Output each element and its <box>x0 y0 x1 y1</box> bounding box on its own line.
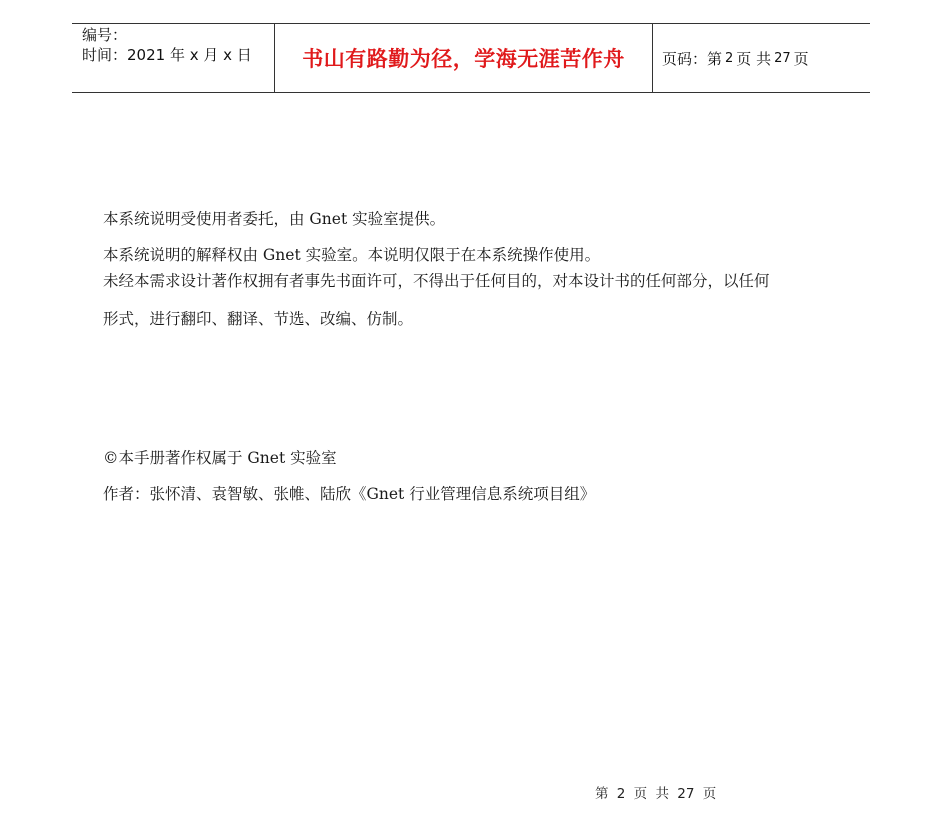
page-code-prefix: 页码：第 <box>662 49 723 68</box>
body-line-license: 未经本需求设计著作权拥有者事先书面许可，不得出于任何目的，对本设计书的任何部分，以任何 <box>103 272 770 290</box>
header-motto: 书山有路勤为径，学海无涯苦作舟 <box>302 47 625 71</box>
copyright-line: ©本手册著作权属于 Gnet 实验室 <box>103 449 337 467</box>
page-code-mid: 页 共 <box>736 49 772 68</box>
page-code-suffix: 页 <box>793 49 809 68</box>
document-number-label: 编号： <box>82 26 128 44</box>
body-line-interpretation: 本系统说明的解释权由 Gnet 实验室。本说明仅限于在本系统操作使用。 <box>103 246 601 264</box>
header-page-code-cell <box>653 24 870 92</box>
authors-line: 作者：张怀清、袁智敏、张帷、陆欣《Gnet 行业管理信息系统项目组》 <box>103 485 596 503</box>
header-motto-cell <box>275 24 653 92</box>
body-line-provider: 本系统说明受使用者委托，由 Gnet 实验室提供。 <box>103 210 446 228</box>
document-time-label: 时间：2021 年 x 月 x 日 <box>82 46 252 64</box>
header-meta-cell <box>72 24 275 92</box>
page-footer: 第 2 页 共 27 页 <box>595 786 717 802</box>
body-line-license-cont: 形式，进行翻印、翻译、节选、改编、仿制。 <box>103 310 414 328</box>
document-header <box>72 23 870 93</box>
page-code-current: 2 <box>725 50 734 66</box>
page-code-total: 27 <box>774 50 791 66</box>
